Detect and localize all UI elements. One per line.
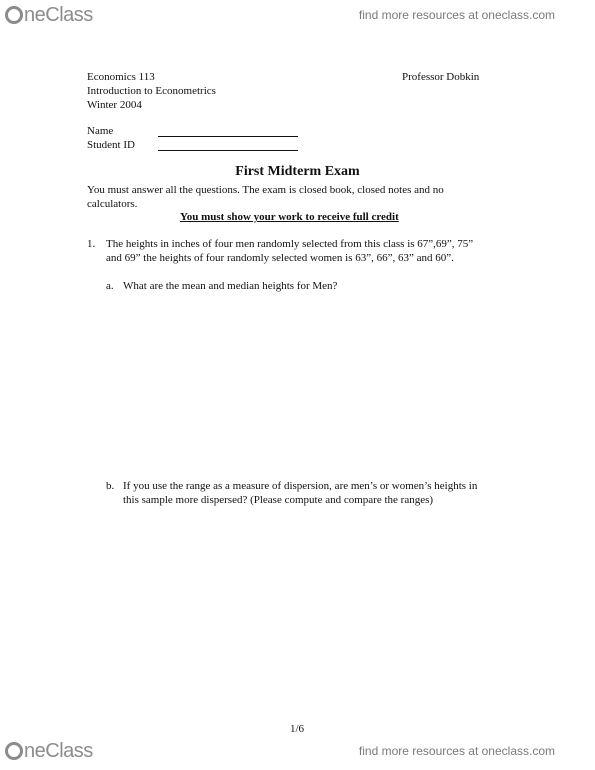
name-blank-line[interactable] [158, 136, 298, 137]
question-1-number: 1. [87, 238, 96, 250]
student-id-label: Student ID [87, 139, 135, 151]
logo-text: neClass [24, 739, 93, 762]
logo-o-ring-icon [5, 742, 23, 760]
page-number: 1/6 [290, 723, 305, 735]
oneclass-logo-bottom [5, 740, 145, 762]
term: Winter 2004 [87, 99, 142, 111]
part-b-text-line-1: If you use the range as a measure of dispersion, are men’s or women’s heights in [123, 480, 478, 492]
work-requirement-notice: You must show your work to receive full credit [180, 211, 399, 223]
question-1-text-line-2: and 69” the heights of four randomly selected women is 63”, 66”, 63” and 60”. [106, 252, 454, 264]
professor-name: Professor Dobkin [402, 71, 480, 83]
logo-o-ring-icon [5, 6, 23, 24]
oneclass-tagline-bottom[interactable]: find more resources at oneclass.com [358, 744, 555, 758]
name-label: Name [87, 125, 114, 137]
part-b-text-line-2: this sample more dispersed? (Please compute and compare the ranges) [123, 494, 434, 506]
instructions-line-1: You must answer all the questions. The exam is closed book, closed notes and no [87, 184, 444, 196]
part-a-text: What are the mean and median heights for Men? [123, 280, 338, 292]
part-a-label: a. [106, 280, 114, 292]
course-number: Economics 113 [87, 71, 155, 83]
part-b-label: b. [106, 480, 115, 492]
student-id-blank-line[interactable] [158, 150, 298, 151]
exam-title: First Midterm Exam [235, 164, 360, 179]
question-1-text-line-1: The heights in inches of four men randomly selected from this class is 67”,69”, 75” [106, 238, 474, 250]
oneclass-logo [5, 4, 145, 26]
instructions-line-2: calculators. [87, 198, 138, 210]
oneclass-tagline-top[interactable]: find more resources at oneclass.com [358, 8, 555, 22]
logo-text: neClass [24, 3, 93, 26]
course-title: Introduction to Econometrics [87, 85, 216, 97]
